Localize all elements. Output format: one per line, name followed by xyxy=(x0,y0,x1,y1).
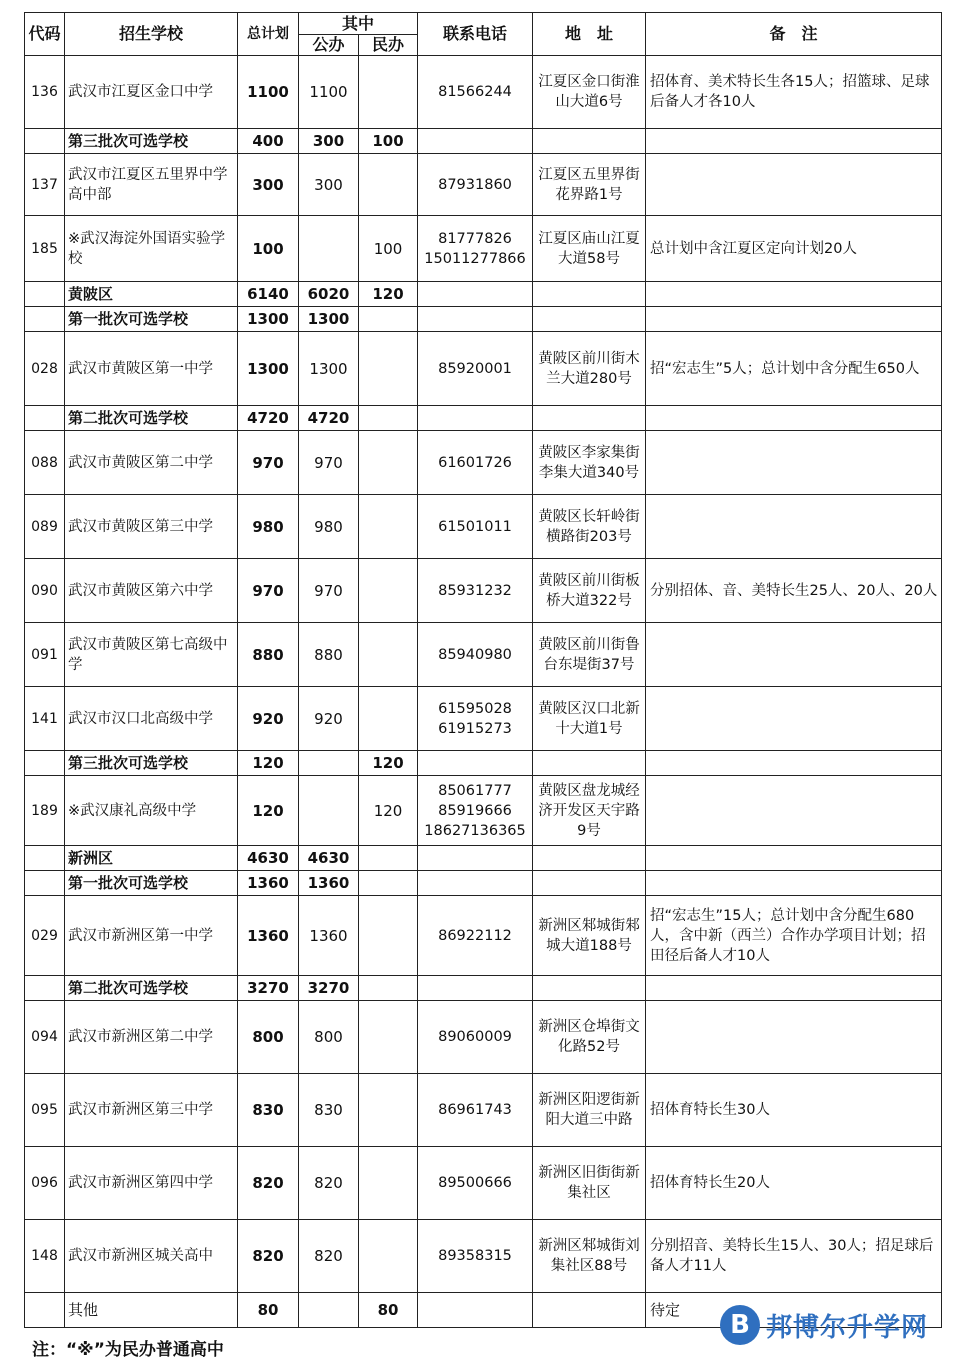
remarks-cell xyxy=(646,406,942,431)
header-total: 总计划 xyxy=(238,13,299,56)
other-name: 其他 xyxy=(65,1293,238,1328)
group-public: 3270 xyxy=(299,976,359,1001)
total-plan: 1100 xyxy=(238,56,299,129)
contact-phone: 89060009 xyxy=(418,1001,533,1074)
group-private xyxy=(359,406,418,431)
total-plan: 980 xyxy=(238,495,299,559)
school-address: 黄陂区长轩岭街横路街203号 xyxy=(533,495,646,559)
public-count: 920 xyxy=(299,687,359,751)
private-count xyxy=(359,896,418,976)
code-cell xyxy=(25,976,65,1001)
address-cell xyxy=(533,129,646,154)
private-count xyxy=(359,431,418,495)
group-row xyxy=(25,282,942,307)
table-row xyxy=(25,776,942,846)
group-row xyxy=(25,307,942,332)
group-private xyxy=(359,976,418,1001)
remarks: 分别招音、美特长生15人、30人；招足球后备人才11人 xyxy=(646,1220,942,1293)
total-plan: 100 xyxy=(238,216,299,282)
private-count xyxy=(359,1147,418,1220)
private-count xyxy=(359,1074,418,1147)
group-total: 4630 xyxy=(238,846,299,871)
group-row xyxy=(25,976,942,1001)
table-row xyxy=(25,216,942,282)
site-name: 邦博尔升学网 xyxy=(766,1312,929,1343)
total-plan: 920 xyxy=(238,687,299,751)
header-private: 民办 xyxy=(359,35,418,56)
remarks xyxy=(646,776,942,846)
remarks xyxy=(646,1001,942,1074)
remarks-cell xyxy=(646,751,942,776)
group-name: 新洲区 xyxy=(65,846,238,871)
remarks: 招体育、美术特长生各15人；招篮球、足球后备人才各10人 xyxy=(646,56,942,129)
header-public: 公办 xyxy=(299,35,359,56)
group-public: 6020 xyxy=(299,282,359,307)
public-count: 1360 xyxy=(299,896,359,976)
school-code: 090 xyxy=(25,559,65,623)
school-code: 096 xyxy=(25,1147,65,1220)
contact-phone: 85920001 xyxy=(418,332,533,406)
remarks xyxy=(646,687,942,751)
address-cell xyxy=(533,1293,646,1328)
address-cell xyxy=(533,751,646,776)
table-row xyxy=(25,1220,942,1293)
school-code: 189 xyxy=(25,776,65,846)
remarks: 招体育特长生30人 xyxy=(646,1074,942,1147)
public-count: 970 xyxy=(299,431,359,495)
remarks: 总计划中含江夏区定向计划20人 xyxy=(646,216,942,282)
contact-phone: 61601726 xyxy=(418,431,533,495)
address-cell xyxy=(533,307,646,332)
private-count xyxy=(359,495,418,559)
total-plan: 1360 xyxy=(238,896,299,976)
public-count: 820 xyxy=(299,1220,359,1293)
phone-cell xyxy=(418,406,533,431)
site-logo-icon: B xyxy=(720,1305,760,1345)
group-public: 300 xyxy=(299,129,359,154)
public-count: 880 xyxy=(299,623,359,687)
phone-cell xyxy=(418,1293,533,1328)
header-phone: 联系电话 xyxy=(418,13,533,56)
group-total: 6140 xyxy=(238,282,299,307)
private-count: 120 xyxy=(359,776,418,846)
school-name: 武汉市新洲区第一中学 xyxy=(65,896,238,976)
group-public: 4720 xyxy=(299,406,359,431)
public-count: 970 xyxy=(299,559,359,623)
table-row xyxy=(25,896,942,976)
remarks-cell xyxy=(646,282,942,307)
school-name: 武汉市新洲区第三中学 xyxy=(65,1074,238,1147)
code-cell xyxy=(25,406,65,431)
phone-cell xyxy=(418,976,533,1001)
group-public: 1300 xyxy=(299,307,359,332)
remarks-cell xyxy=(646,307,942,332)
remarks: 招体育特长生20人 xyxy=(646,1147,942,1220)
group-row xyxy=(25,751,942,776)
address-cell xyxy=(533,871,646,896)
site-watermark xyxy=(720,1300,960,1350)
school-name: 武汉市黄陂区第一中学 xyxy=(65,332,238,406)
group-row xyxy=(25,406,942,431)
code-cell xyxy=(25,871,65,896)
school-address: 新洲区仓埠街文化路52号 xyxy=(533,1001,646,1074)
school-code: 148 xyxy=(25,1220,65,1293)
contact-phone: 86961743 xyxy=(418,1074,533,1147)
remarks xyxy=(646,623,942,687)
other-total: 80 xyxy=(238,1293,299,1328)
school-address: 黄陂区前川街鲁台东堤街37号 xyxy=(533,623,646,687)
group-row xyxy=(25,846,942,871)
private-count xyxy=(359,559,418,623)
school-code: 091 xyxy=(25,623,65,687)
phone-cell xyxy=(418,846,533,871)
public-count: 830 xyxy=(299,1074,359,1147)
code-cell xyxy=(25,282,65,307)
school-name: 武汉市新洲区城关高中 xyxy=(65,1220,238,1293)
group-public xyxy=(299,751,359,776)
school-address: 江夏区五里界街花界路1号 xyxy=(533,154,646,216)
school-name: 武汉市江夏区五里界中学高中部 xyxy=(65,154,238,216)
total-plan: 880 xyxy=(238,623,299,687)
group-private: 120 xyxy=(359,751,418,776)
remarks-cell xyxy=(646,846,942,871)
table-row xyxy=(25,623,942,687)
code-cell xyxy=(25,846,65,871)
total-plan: 1300 xyxy=(238,332,299,406)
group-name: 第二批次可选学校 xyxy=(65,406,238,431)
table-row xyxy=(25,1147,942,1220)
school-address: 黄陂区李家集街李集大道340号 xyxy=(533,431,646,495)
private-count xyxy=(359,1220,418,1293)
total-plan: 830 xyxy=(238,1074,299,1147)
other-public xyxy=(299,1293,359,1328)
group-name: 第一批次可选学校 xyxy=(65,307,238,332)
total-plan: 120 xyxy=(238,776,299,846)
public-count: 980 xyxy=(299,495,359,559)
school-name: 武汉市汉口北高级中学 xyxy=(65,687,238,751)
remarks: 招“宏志生”5人；总计划中含分配生650人 xyxy=(646,332,942,406)
group-private xyxy=(359,871,418,896)
school-name: 武汉市黄陂区第三中学 xyxy=(65,495,238,559)
contact-phone: 81777826 15011277866 xyxy=(418,216,533,282)
contact-phone: 61595028 61915273 xyxy=(418,687,533,751)
school-address: 新洲区邾城街刘集社区88号 xyxy=(533,1220,646,1293)
table-row xyxy=(25,1001,942,1074)
school-name: ※武汉海淀外国语实验学校 xyxy=(65,216,238,282)
code-cell xyxy=(25,1293,65,1328)
group-total: 1360 xyxy=(238,871,299,896)
address-cell xyxy=(533,846,646,871)
total-plan: 970 xyxy=(238,559,299,623)
public-count xyxy=(299,776,359,846)
table-row xyxy=(25,559,942,623)
table-row xyxy=(25,56,942,129)
school-address: 新洲区阳逻街新阳大道三中路 xyxy=(533,1074,646,1147)
private-count xyxy=(359,1001,418,1074)
contact-phone: 85061777 85919666 18627136365 xyxy=(418,776,533,846)
school-code: 094 xyxy=(25,1001,65,1074)
school-address: 黄陂区前川街板桥大道322号 xyxy=(533,559,646,623)
phone-cell xyxy=(418,129,533,154)
contact-phone: 81566244 xyxy=(418,56,533,129)
school-name: ※武汉康礼高级中学 xyxy=(65,776,238,846)
code-cell xyxy=(25,751,65,776)
group-private xyxy=(359,307,418,332)
remarks: 招“宏志生”15人；总计划中含分配生680人，含中新（西兰）合作办学项目计划；招田径后备人才10人 xyxy=(646,896,942,976)
group-public: 1360 xyxy=(299,871,359,896)
public-count: 1300 xyxy=(299,332,359,406)
contact-phone: 89358315 xyxy=(418,1220,533,1293)
school-code: 029 xyxy=(25,896,65,976)
address-cell xyxy=(533,406,646,431)
public-count: 800 xyxy=(299,1001,359,1074)
remarks: 分别招体、音、美特长生25人、20人、20人 xyxy=(646,559,942,623)
address-cell xyxy=(533,976,646,1001)
group-name: 第三批次可选学校 xyxy=(65,751,238,776)
private-count xyxy=(359,687,418,751)
school-code: 028 xyxy=(25,332,65,406)
contact-phone: 61501011 xyxy=(418,495,533,559)
remarks-cell xyxy=(646,976,942,1001)
header-code: 代码 xyxy=(25,13,65,56)
group-name: 黄陂区 xyxy=(65,282,238,307)
contact-phone: 86922112 xyxy=(418,896,533,976)
school-code: 088 xyxy=(25,431,65,495)
group-name: 第一批次可选学校 xyxy=(65,871,238,896)
public-count: 1100 xyxy=(299,56,359,129)
contact-phone: 89500666 xyxy=(418,1147,533,1220)
school-code: 185 xyxy=(25,216,65,282)
private-count xyxy=(359,623,418,687)
group-row xyxy=(25,871,942,896)
school-name: 武汉市新洲区第四中学 xyxy=(65,1147,238,1220)
phone-cell xyxy=(418,282,533,307)
enrollment-table xyxy=(24,12,942,1328)
table-row xyxy=(25,154,942,216)
remarks xyxy=(646,495,942,559)
school-address: 江夏区庙山江夏大道58号 xyxy=(533,216,646,282)
contact-phone: 85940980 xyxy=(418,623,533,687)
school-name: 武汉市黄陂区第二中学 xyxy=(65,431,238,495)
table-row xyxy=(25,431,942,495)
group-total: 120 xyxy=(238,751,299,776)
school-name: 武汉市黄陂区第六中学 xyxy=(65,559,238,623)
group-private xyxy=(359,846,418,871)
school-address: 黄陂区盘龙城经济开发区天宇路9号 xyxy=(533,776,646,846)
school-address: 黄陂区汉口北新十大道1号 xyxy=(533,687,646,751)
total-plan: 820 xyxy=(238,1147,299,1220)
group-name: 第三批次可选学校 xyxy=(65,129,238,154)
header-remarks: 备 注 xyxy=(646,13,942,56)
school-address: 黄陂区前川街木兰大道280号 xyxy=(533,332,646,406)
private-count xyxy=(359,56,418,129)
group-total: 4720 xyxy=(238,406,299,431)
remarks xyxy=(646,431,942,495)
public-count xyxy=(299,216,359,282)
header-address: 地 址 xyxy=(533,13,646,56)
public-count: 300 xyxy=(299,154,359,216)
table-row xyxy=(25,332,942,406)
group-private: 120 xyxy=(359,282,418,307)
remarks xyxy=(646,154,942,216)
total-plan: 300 xyxy=(238,154,299,216)
total-plan: 970 xyxy=(238,431,299,495)
other-remarks: 待定 xyxy=(646,1293,942,1328)
phone-cell xyxy=(418,871,533,896)
group-total: 400 xyxy=(238,129,299,154)
school-name: 武汉市黄陂区第七高级中学 xyxy=(65,623,238,687)
school-name: 武汉市江夏区金口中学 xyxy=(65,56,238,129)
group-name: 第二批次可选学校 xyxy=(65,976,238,1001)
contact-phone: 85931232 xyxy=(418,559,533,623)
phone-cell xyxy=(418,307,533,332)
address-cell xyxy=(533,282,646,307)
school-code: 141 xyxy=(25,687,65,751)
total-plan: 800 xyxy=(238,1001,299,1074)
school-code: 137 xyxy=(25,154,65,216)
footnote: 注：“※”为民办普通高中 xyxy=(32,1340,224,1360)
remarks-cell xyxy=(646,129,942,154)
group-private: 100 xyxy=(359,129,418,154)
table-row xyxy=(25,687,942,751)
group-row xyxy=(25,129,942,154)
code-cell xyxy=(25,129,65,154)
table-row xyxy=(25,495,942,559)
school-code: 089 xyxy=(25,495,65,559)
total-plan: 820 xyxy=(238,1220,299,1293)
group-public: 4630 xyxy=(299,846,359,871)
group-total: 3270 xyxy=(238,976,299,1001)
phone-cell xyxy=(418,751,533,776)
school-name: 武汉市新洲区第二中学 xyxy=(65,1001,238,1074)
table-row xyxy=(25,1074,942,1147)
header-school: 招生学校 xyxy=(65,13,238,56)
remarks-cell xyxy=(646,871,942,896)
other-private: 80 xyxy=(359,1293,418,1328)
private-count xyxy=(359,332,418,406)
private-count: 100 xyxy=(359,216,418,282)
school-address: 江夏区金口街淮山大道6号 xyxy=(533,56,646,129)
public-count: 820 xyxy=(299,1147,359,1220)
contact-phone: 87931860 xyxy=(418,154,533,216)
school-code: 136 xyxy=(25,56,65,129)
code-cell xyxy=(25,307,65,332)
header-of-which: 其中 xyxy=(299,13,418,35)
school-address: 新洲区旧街街新集社区 xyxy=(533,1147,646,1220)
school-address: 新洲区邾城街邾城大道188号 xyxy=(533,896,646,976)
school-code: 095 xyxy=(25,1074,65,1147)
group-total: 1300 xyxy=(238,307,299,332)
private-count xyxy=(359,154,418,216)
